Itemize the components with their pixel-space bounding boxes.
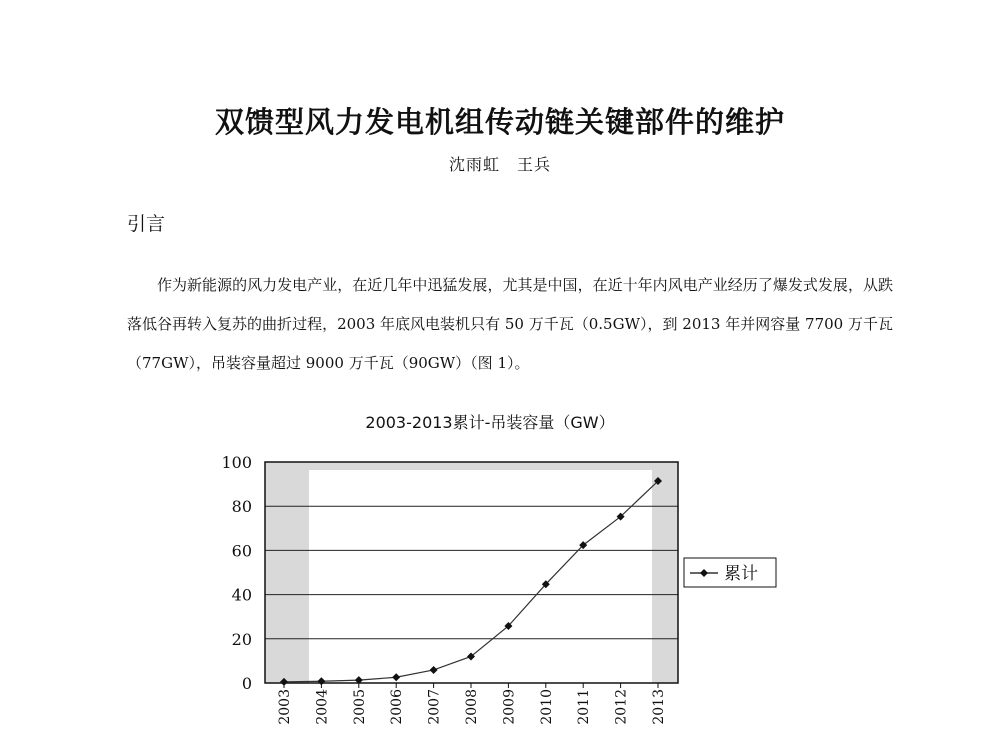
x-tick-label: 2008 [464, 689, 480, 725]
x-tick-label: 2009 [501, 689, 518, 725]
plot-area [221, 453, 776, 725]
y-tick-label: 80 [231, 497, 252, 517]
plot-inner-background [309, 470, 652, 683]
legend-label: 累计 [724, 564, 758, 584]
chart-title: 2003-2013累计-吊装容量（GW） [365, 413, 615, 432]
x-tick-label: 2003 [277, 689, 293, 725]
x-tick-label: 2007 [426, 689, 443, 725]
paper-title: 双馈型风力发电机组传动链关键部件的维护 [214, 105, 785, 139]
y-tick-label: 100 [221, 453, 252, 472]
x-tick-label: 2013 [651, 689, 667, 725]
intro-paragraph: 作为新能源的风力发电产业，在近几年中迅猛发展，尤其是中国，在近十年内风电产业经历了爆发式发展，从跌落低谷再转入复苏的曲折过程，2003 年底风电装机只有 50 万千瓦（0.5GW），到 2013 年并网容量 7700 万千瓦（77GW），吊装容量超过 9000 万千瓦（90GW）（图 1）。 [127, 276, 893, 372]
section-heading: 引言 [127, 213, 166, 235]
paper-authors: 沈雨虹 王兵 [448, 155, 551, 174]
x-tick-label: 2011 [576, 689, 593, 725]
y-tick-label: 20 [231, 629, 252, 649]
y-tick-label: 60 [231, 541, 252, 561]
y-tick-label: 40 [231, 585, 252, 605]
x-tick-label: 2005 [351, 689, 368, 725]
x-tick-label: 2012 [613, 689, 630, 725]
x-tick-label: 2004 [314, 689, 331, 725]
y-tick-label: 0 [241, 674, 252, 693]
x-tick-label: 2010 [538, 689, 555, 725]
x-tick-label: 2006 [389, 689, 406, 725]
